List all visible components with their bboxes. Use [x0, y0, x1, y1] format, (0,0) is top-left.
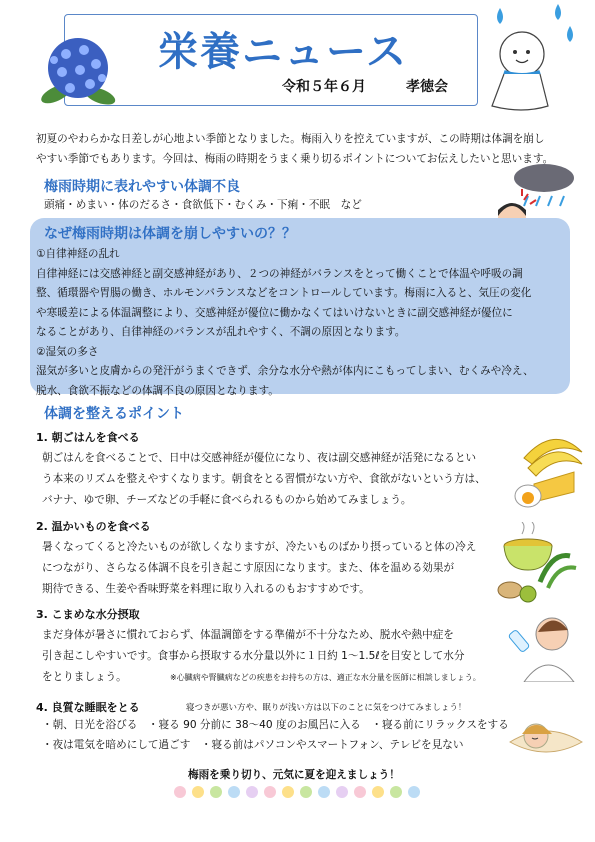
paragraph-line: バナナ、ゆで卵、チーズなどの手軽に食べられるものから始めてみましょう。 [42, 494, 412, 506]
intro-line: 初夏のやわらかな日差しが心地よい季節となりました。梅雨入りを控えていますが、この時期は体調を崩し [36, 133, 545, 145]
point-3-title: 3. こまめな水分摂取 [36, 608, 140, 621]
breakfast-illustration [508, 428, 586, 512]
subheading-humidity: ②湿気の多さ [36, 345, 99, 358]
paragraph-line: 引き起こしやすいです。食事から摂取する水分量以外に１日約 1～1.5ℓを目安として水分 [42, 650, 465, 662]
hydrangea-illustration [28, 30, 124, 110]
point-1-title: 1. 朝ごはんを食べる [36, 431, 140, 444]
paragraph-line: 整、循環器や胃腸の働き、ホルモンバランスなどをコントロールしています。梅雨に入ると、気圧の変化 [36, 287, 532, 299]
sleep-advice-note: 寝つきが悪い方や、眠りが浅い方は以下のことに気をつけてみましょう！ [186, 703, 467, 713]
issue-date: 令和５年６月 [282, 79, 366, 95]
ginger-vegetables-illustration [494, 522, 582, 606]
paragraph-line: 自律神経には交感神経と副交感神経があり、２つの神経がバランスをとって働くことで体温や呼吸の調 [36, 267, 523, 280]
issuer-name: 孝徳会 [406, 79, 448, 95]
point-4-title: 4. 良質な睡眠をとる [36, 701, 140, 714]
sleep-tips-line-2: ・夜は電気を暗めにして過ごす ・寝る前はパソコンやスマートフォン、テレビを見ない [42, 739, 464, 751]
point-2-title: 2. 温かいものを食べる [36, 520, 151, 533]
sleep-tips-line-1: ・朝、日光を浴びる ・寝る 90 分前に 38～40 度のお風呂に入る ・寝る前にリラックスをする [42, 719, 509, 731]
page-title: 栄養ニュース [158, 29, 408, 75]
paragraph-line: 暑くなってくると冷たいものが欲しくなりますが、冷たいものばかり摂っていると体の冷え [42, 541, 477, 553]
decorative-dot-row [172, 784, 422, 800]
points-heading: 体調を整えるポイント [44, 406, 184, 422]
paragraph-line: う本来のリズムを整えやすくなります。朝食をとる習慣がない方や、食欲がないという方は、 [42, 473, 486, 485]
paragraph-line: まだ身体が暑さに慣れておらず、体温調節をする準備が不十分なため、脱水や熱中症を [42, 629, 454, 641]
drinking-water-illustration [500, 612, 580, 682]
paragraph-line: 期待できる、生姜や香味野菜を料理に取り入れるのもおすすめです。 [42, 583, 370, 595]
intro-line: やすい季節でもあります。今回は、梅雨の時期をうまく乗り切るポイントについてお伝えしたいと思います。 [36, 152, 554, 165]
why-heading: なぜ梅雨時期は体調を崩しやすいの？？ [44, 226, 296, 242]
subheading-autonomic: ①自律神経の乱れ [36, 248, 120, 260]
raindrop-charm-illustration [470, 2, 588, 114]
point-1-body [42, 448, 486, 511]
paragraph-line: 脱水、食欲不振などの体調不良の原因となります。 [36, 384, 279, 397]
paragraph-line: なることがあり、自律神経のバランスが乱れやすく、不調の原因となります。 [36, 326, 406, 338]
point-2-body [42, 537, 476, 600]
paragraph-line: につながり、さらなる体調不良を引き起こす原因になります。また、体を温める効果が [42, 562, 455, 574]
symptoms-list: 頭痛・めまい・体のだるさ・食欲低下・むくみ・下痢・不眠 など [44, 199, 362, 211]
paragraph-line: をとりましょう。 [42, 671, 127, 683]
paragraph-line: や寒暖差による体温調整により、交感神経が優位に働かなくてはいけないときに副交感神経が優位に [36, 306, 513, 319]
water-intake-note: ※心臓病や腎臓病などの疾患をお持ちの方は、適正な水分量を医師に相談しましょう。 [170, 673, 481, 682]
symptoms-heading: 梅雨時期に表れやすい体調不良 [44, 179, 240, 195]
sleeping-person-illustration [506, 712, 586, 758]
paragraph-line: 朝ごはんを食べることで、日中は交感神経が優位になり、夜は副交感神経が活発になるとい [42, 452, 477, 464]
why-body [36, 245, 534, 401]
closing-message: 梅雨を乗り切り、元気に夏を迎えましょう！ [188, 769, 400, 781]
paragraph-line: 湿気が多いと皮膚からの発汗がうまくできず、余分な水分や熱が体内にこもってしまい、むくみや冷え、 [36, 365, 534, 377]
intro-paragraph [36, 130, 553, 169]
